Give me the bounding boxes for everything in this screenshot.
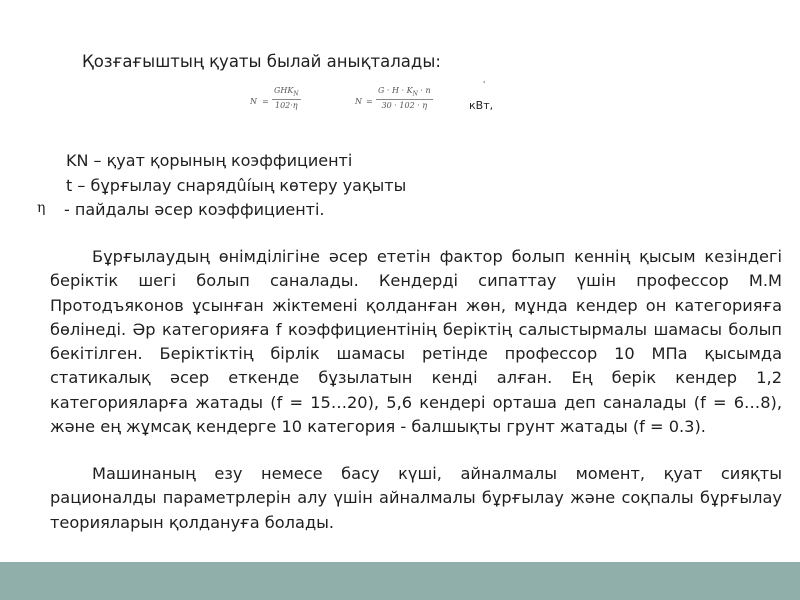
- definition-eta: - пайдалы әсер коэффициенті.: [64, 200, 325, 219]
- heading: Қозғағыштың қуаты былай анықталады:: [82, 52, 441, 71]
- formula-2-fraction: [376, 86, 433, 110]
- definition-t: t – бұрғылау снарядûíың көтеру уақыты: [66, 176, 407, 195]
- footer-band: [0, 562, 800, 600]
- formula-mark: ': [483, 80, 486, 89]
- formula-2-numerator: $G \cdot H \cdot K_N \cdot n$: [378, 86, 431, 98]
- paragraph-1: Бұрғылаудың өнімділігіне әсер ететін фактор болып кеннің қысым кезіндегі беріктік шегі болып саналады. Кендерді сипаттау үшін профессор М.М Протодъяконов ұсынған жіктемені қолданған жөн, мұнда кендер он категорияға бөлінеді. Әр категорияға f коэффициентінің беріктің салыстырмалы шамасы болып бекітілген. Беріктіктің бірлік шамасы ретінде профессор 10 МПа қысымда статикалық әсер еткенде бұзылатын кенді алған. Ең берік кендер 1,2 категорияларға жатады (f = 15…20), 5,6 кендері орташа деп саналады (f = 6…8), және ең жұмсақ кендерге 10 категория - балшықты грунт жатады (f = 0.3).: [50, 247, 782, 437]
- definition-kn: KN – қуат қорының коэффициенті: [66, 151, 353, 170]
- formula-2-denominator: 30 · 102 · η: [381, 100, 428, 110]
- formula-unit: кВт,: [469, 99, 494, 112]
- formula-1-fraction: [272, 86, 301, 110]
- formula-2-lhs: N: [355, 97, 362, 106]
- formula-1-numerator: $GHK_N$: [274, 86, 299, 98]
- formula-1-denominator: 102·η: [274, 100, 298, 110]
- formula-2-bar: [376, 99, 433, 100]
- formula-2-eq: =: [366, 97, 373, 106]
- paragraph-2: Машинаның езу немесе басу күші, айналмалы момент, қуат сияқты рационалды параметрлерін алу үшін айналмалы бұрғылау және соқпалы бұрғылау теорияларын қолдануға болады.: [50, 464, 782, 532]
- definition-eta-symbol: η: [37, 200, 46, 216]
- formula-1-eq: =: [262, 97, 269, 106]
- formula-1-bar: [272, 99, 301, 100]
- formula-1-lhs: N: [250, 97, 257, 106]
